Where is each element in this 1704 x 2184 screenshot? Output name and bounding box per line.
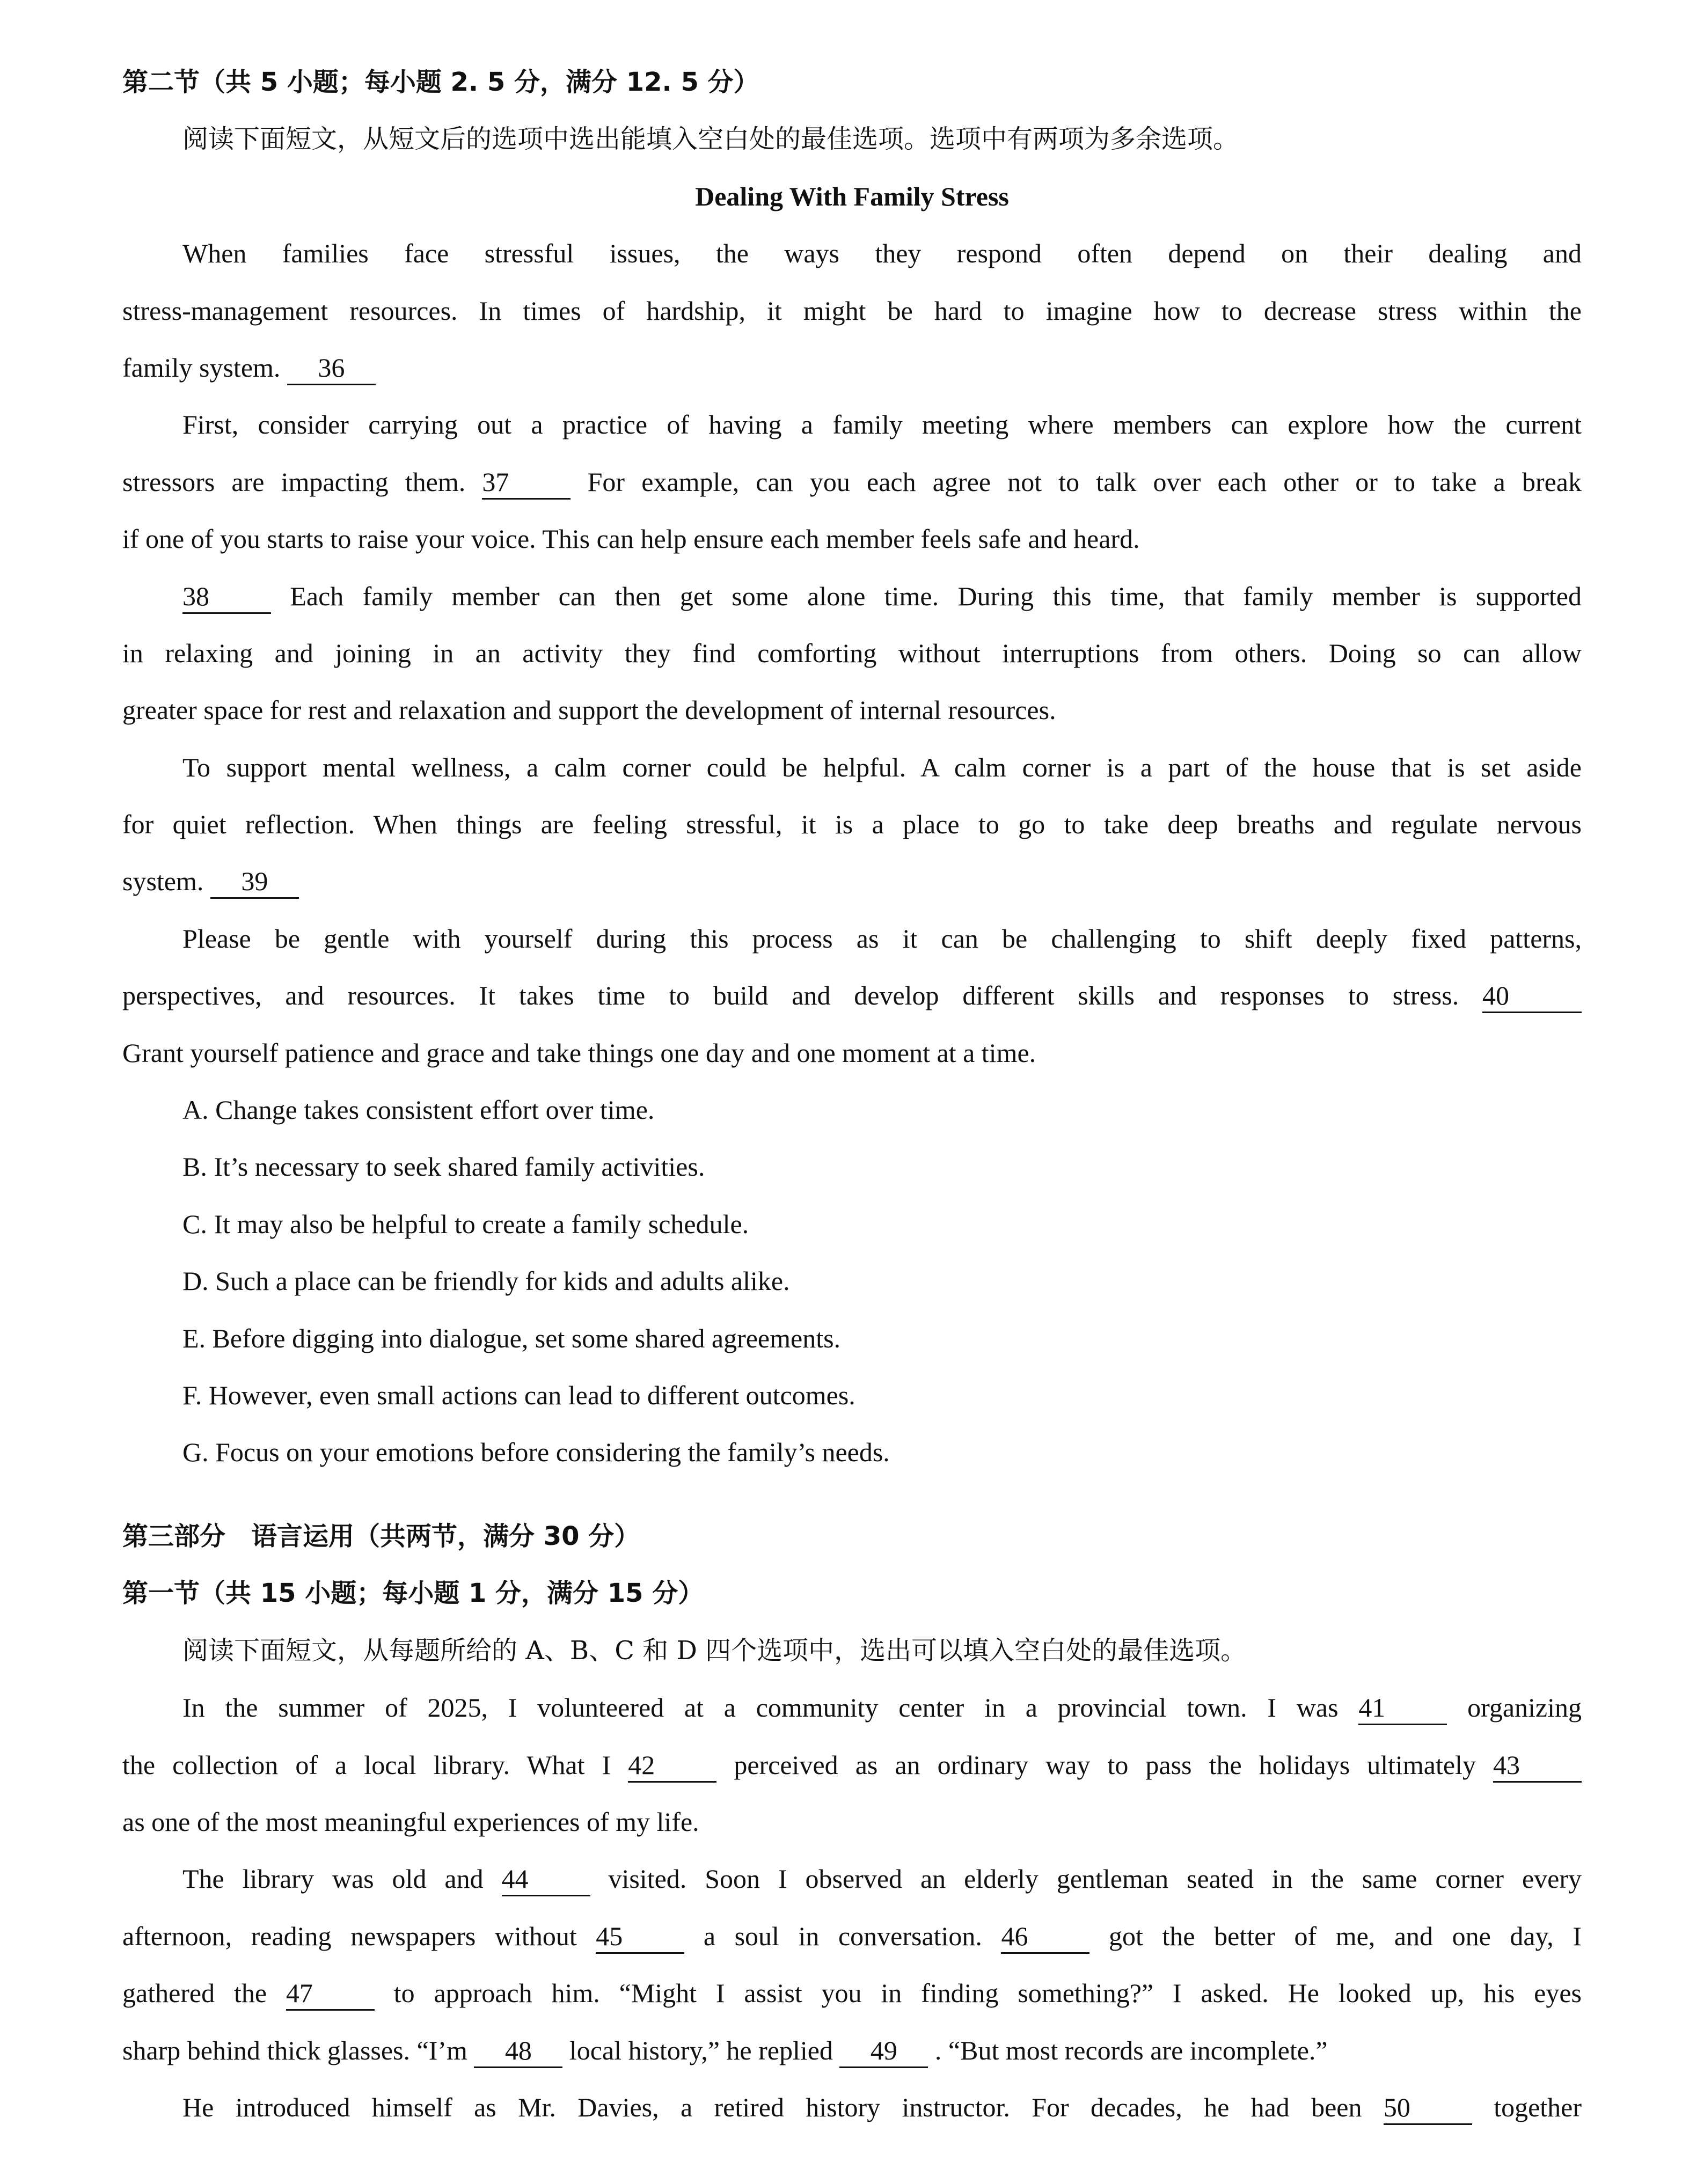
line-text: Please be gentle with yourself during this process as it can be challenging to shift deeply fixed patterns, bbox=[182, 923, 1582, 954]
line-text: Each family member can then get some alone time. During this time, that family member is supported bbox=[290, 581, 1582, 611]
line-text: The library was old and bbox=[182, 1864, 502, 1894]
text-line bbox=[122, 1965, 1582, 2021]
text-line bbox=[122, 1908, 1582, 1965]
text-line bbox=[122, 339, 1582, 396]
blank-44: 44 bbox=[502, 1863, 590, 1896]
option-d bbox=[122, 1252, 1582, 1309]
line-text: got the better of me, and one day, I bbox=[1109, 1921, 1582, 1951]
blank-46: 46 bbox=[1001, 1920, 1089, 1954]
line-text: G. Focus on your emotions before considering the family’s needs. bbox=[182, 1437, 890, 1468]
line-text: Dealing With Family Stress bbox=[695, 181, 1009, 211]
line-text: system. bbox=[122, 866, 210, 897]
text-line bbox=[122, 796, 1582, 853]
blank-38: 38 bbox=[182, 580, 271, 614]
line-text: afternoon, reading newspapers without bbox=[122, 1921, 596, 1951]
line-text: First, consider carrying out a practice of having a family meeting where members can explore how the current bbox=[182, 409, 1582, 440]
line-text: a soul in conversation. bbox=[703, 1921, 1001, 1951]
line-text: To support mental wellness, a calm corner could be helpful. A calm corner is a part of the house that is set aside bbox=[182, 752, 1582, 782]
line-text: stressors are impacting them. bbox=[122, 466, 482, 497]
blank-43: 43 bbox=[1493, 1749, 1582, 1783]
text-line bbox=[122, 1736, 1582, 1793]
instructions bbox=[122, 1622, 1582, 1679]
passage-title bbox=[122, 168, 1582, 225]
option-b bbox=[122, 1138, 1582, 1195]
line-text: together bbox=[1494, 2092, 1582, 2122]
line-text: greater space for rest and relaxation and support the development of internal resources. bbox=[122, 695, 1056, 725]
line-text: family system. bbox=[122, 352, 287, 383]
section-reading-7-choose-5 bbox=[122, 54, 1582, 1481]
line-text: B. It’s necessary to seek shared family activities. bbox=[182, 1152, 705, 1182]
section-heading bbox=[122, 54, 1582, 111]
line-text: to approach him. “Might I assist you in finding something?” I asked. He looked up, his eyes bbox=[393, 1978, 1582, 2009]
blank-36: 36 bbox=[287, 351, 376, 385]
line-text: C. It may also be helpful to create a family schedule. bbox=[182, 1208, 749, 1239]
line-text: local history,” he replied bbox=[569, 2035, 840, 2065]
line-text: for quiet reflection. When things are feeling stressful, it is a place to go to take deep breaths and regulate nervous bbox=[122, 809, 1582, 840]
text-line bbox=[122, 1679, 1582, 1736]
line-text: as one of the most meaningful experiences of my life. bbox=[122, 1806, 699, 1837]
line-text: organizing bbox=[1467, 1692, 1582, 1723]
text-line bbox=[122, 910, 1582, 967]
line-text: gathered the bbox=[122, 1978, 286, 2009]
line-text: visited. Soon I observed an elderly gentleman seated in the same corner every bbox=[608, 1864, 1582, 1894]
option-c bbox=[122, 1196, 1582, 1252]
text-line bbox=[122, 510, 1582, 567]
section-heading bbox=[122, 1508, 1582, 1565]
text-line bbox=[122, 681, 1582, 738]
text-line bbox=[122, 1793, 1582, 1850]
text-line bbox=[122, 853, 1582, 910]
blank-41: 41 bbox=[1358, 1691, 1447, 1725]
line-text: Grant yourself patience and grace and take things one day and one moment at a time. bbox=[122, 1037, 1036, 1068]
text-line bbox=[122, 1024, 1582, 1081]
line-text: For example, can you each agree not to talk over each other or to take a break bbox=[587, 466, 1582, 497]
line-text: perspectives, and resources. It takes time to build and develop different skills and responses to stress. bbox=[122, 980, 1482, 1011]
text-line bbox=[122, 396, 1582, 453]
blank-40: 40 bbox=[1482, 979, 1582, 1013]
line-text: 第三部分 语言运用（共两节，满分 30 分） bbox=[122, 1521, 640, 1551]
line-text: He introduced himself as Mr. Davies, a retired history instructor. For decades, he had been bbox=[182, 2092, 1384, 2122]
blank-48: 48 bbox=[474, 2034, 562, 2068]
text-line bbox=[122, 282, 1582, 339]
option-a bbox=[122, 1081, 1582, 1138]
line-text: perceived as an ordinary way to pass the holidays ultimately bbox=[734, 1749, 1494, 1780]
line-text: . “But most records are incomplete.” bbox=[934, 2035, 1328, 2065]
line-text: 阅读下面短文，从每题所给的 A、B、C 和 D 四个选项中，选出可以填入空白处的最佳选项。 bbox=[182, 1635, 1247, 1666]
line-text: 第二节（共 5 小题；每小题 2. 5 分，满分 12. 5 分） bbox=[122, 67, 759, 97]
section-language-use-cloze bbox=[122, 1508, 1582, 2136]
text-line bbox=[122, 568, 1582, 625]
line-text: D. Such a place can be friendly for kids and adults alike. bbox=[182, 1266, 790, 1296]
blank-47: 47 bbox=[286, 1977, 375, 2011]
option-e bbox=[122, 1310, 1582, 1367]
option-f bbox=[122, 1367, 1582, 1424]
line-text: stress-management resources. In times of hardship, it might be hard to imagine how to decrease stress within the bbox=[122, 295, 1582, 326]
line-text: 阅读下面短文，从短文后的选项中选出能填入空白处的最佳选项。选项中有两项为多余选项。 bbox=[182, 124, 1239, 155]
instructions bbox=[122, 111, 1582, 167]
line-text: F. However, even small actions can lead to different outcomes. bbox=[182, 1380, 855, 1410]
line-text: 第一节（共 15 小题；每小题 1 分，满分 15 分） bbox=[122, 1578, 704, 1609]
option-g bbox=[122, 1424, 1582, 1481]
text-line bbox=[122, 2022, 1582, 2079]
line-text: in relaxing and joining in an activity they find comforting without interruptions from others. Doing so can allow bbox=[122, 637, 1582, 668]
line-text: A. Change takes consistent effort over time. bbox=[182, 1095, 655, 1125]
blank-42: 42 bbox=[628, 1749, 716, 1783]
text-line bbox=[122, 967, 1582, 1024]
blank-50: 50 bbox=[1384, 2091, 1472, 2125]
text-line bbox=[122, 225, 1582, 282]
text-line bbox=[122, 739, 1582, 796]
text-line bbox=[122, 2079, 1582, 2136]
text-line bbox=[122, 453, 1582, 510]
text-line bbox=[122, 625, 1582, 681]
section-heading bbox=[122, 1565, 1582, 1622]
blank-37: 37 bbox=[482, 466, 571, 500]
line-text: sharp behind thick glasses. “I’m bbox=[122, 2035, 474, 2065]
line-text: In the summer of 2025, I volunteered at a community center in a provincial town. I was bbox=[182, 1692, 1359, 1723]
blank-45: 45 bbox=[596, 1920, 684, 1954]
line-text: if one of you starts to raise your voice. This can help ensure each member feels safe and heard. bbox=[122, 524, 1140, 554]
blank-39: 39 bbox=[210, 865, 299, 899]
line-text: When families face stressful issues, the ways they respond often depend on their dealing and bbox=[182, 238, 1582, 269]
text-line bbox=[122, 1850, 1582, 1907]
line-text: the collection of a local library. What I bbox=[122, 1749, 628, 1780]
line-text: E. Before digging into dialogue, set some shared agreements. bbox=[182, 1323, 841, 1353]
blank-49: 49 bbox=[839, 2034, 928, 2068]
